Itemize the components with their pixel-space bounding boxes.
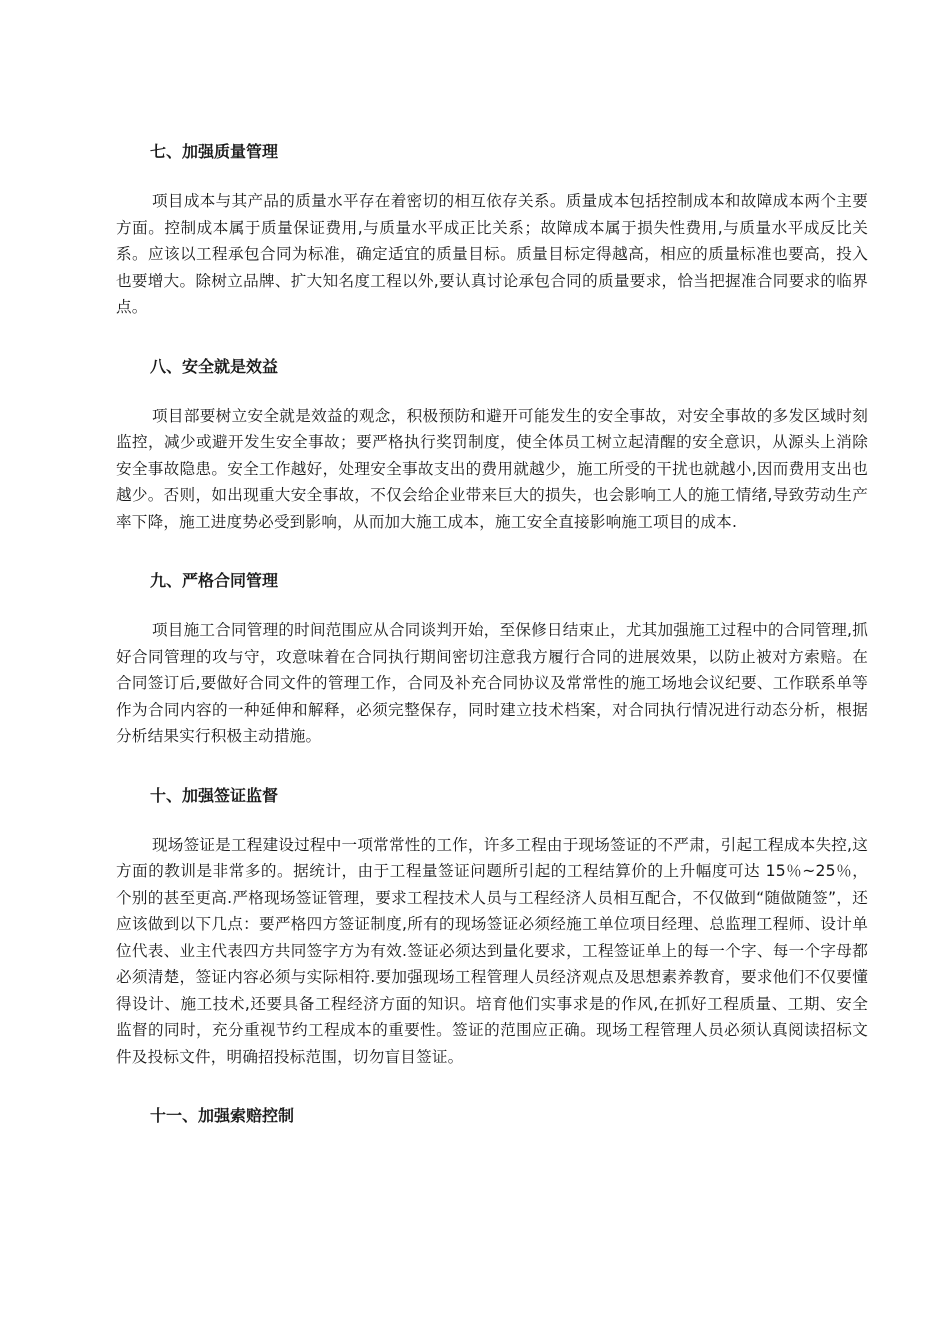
section-paragraph: 现场签证是工程建设过程中一项常常性的工作，许多工程由于现场签证的不严肃，引起工程成本失控,这方面的教训是非常多的。据统计，由于工程量签证问题所引起的工程结算价的上升幅度可达 15％~25％，个别的甚至更高.严格现场签证管理，要求工程技术人员与工程经济人员相互配合，不仅做到“随做随签”，还应该做到以下几点：要严格四方签证制度,所有的现场签证必须经施工单位项目经理、总监理工程师、设计单位代表、业主代表四方共同签字方为有效.签证必须达到量化要求，工程签证单上的每一个字、每一个字母都必须清楚，签证内容必须与实际相符.要加强现场工程管理人员经济观点及思想素养教育，要求他们不仅要懂得设计、施工技术,还要具备工程经济方面的知识。培育他们实事求是的作风,在抓好工程质量、工期、安全监督的同时，充分重视节约工程成本的重要性。签证的范围应正确。现场工程管理人员必须认真阅读招标文件及投标文件，明确招投标范围，切勿盲目签证。 (116, 835, 868, 1066)
section-claims (116, 1100, 868, 1132)
section-heading: 八、安全就是效益 (150, 356, 279, 376)
section-heading: 十、加强签证监督 (150, 785, 279, 805)
section-paragraph: 项目成本与其产品的质量水平存在着密切的相互依存关系。质量成本包括控制成本和故障成本两个主要方面。控制成本属于质量保证费用,与质量水平成正比关系；故障成本属于损失性费用,与质量水平成反比关系。应该以工程承包合同为标准，确定适宜的质量目标。质量目标定得越高，相应的质量标准也要高，投入也要增大。除树立品牌、扩大知名度工程以外,要认真讨论承包合同的质量要求，恰当把握准合同要求的临界点。 (116, 192, 868, 316)
section-contract (116, 565, 868, 750)
section-heading: 十一、加强索赔控制 (150, 1106, 295, 1125)
section-visa (116, 780, 868, 1071)
section-heading: 九、严格合同管理 (150, 571, 279, 590)
section-paragraph: 项目施工合同管理的时间范围应从合同谈判开始，至保修日结束止，尤其加强施工过程中的合同管理,抓好合同管理的攻与守，攻意味着在合同执行期间密切注意我方履行合同的进展效果，以防止被对方索赔。在合同签订后,要做好合同文件的管理工作，合同及补充合同协议及常常性的施工场地会议纪要、工作联系单等作为合同内容的一种延伸和解释，必须完整保存，同时建立技术档案，对合同执行情况进行动态分析，根据分析结果实行积极主动措施。 (116, 621, 868, 745)
section-heading: 七、加强质量管理 (150, 142, 279, 161)
section-safety (116, 351, 868, 536)
section-quality (116, 136, 868, 321)
document-content (116, 136, 868, 1162)
section-paragraph: 项目部要树立安全就是效益的观念，积极预防和避开可能发生的安全事故，对安全事故的多发区域时刻监控，减少或避开发生安全事故；要严格执行奖罚制度，使全体员工树立起清醒的安全意识，从源头上消除安全事故隐患。安全工作越好，处理安全事故支出的费用就越少，施工所受的干扰也就越小,因而费用支出也越少。否则，如出现重大安全事故，不仅会给企业带来巨大的损失，也会影响工人的施工情绪,导致劳动生产率下降，施工进度势必受到影响，从而加大施工成本，施工安全直接影响施工项目的成本. (116, 406, 868, 531)
